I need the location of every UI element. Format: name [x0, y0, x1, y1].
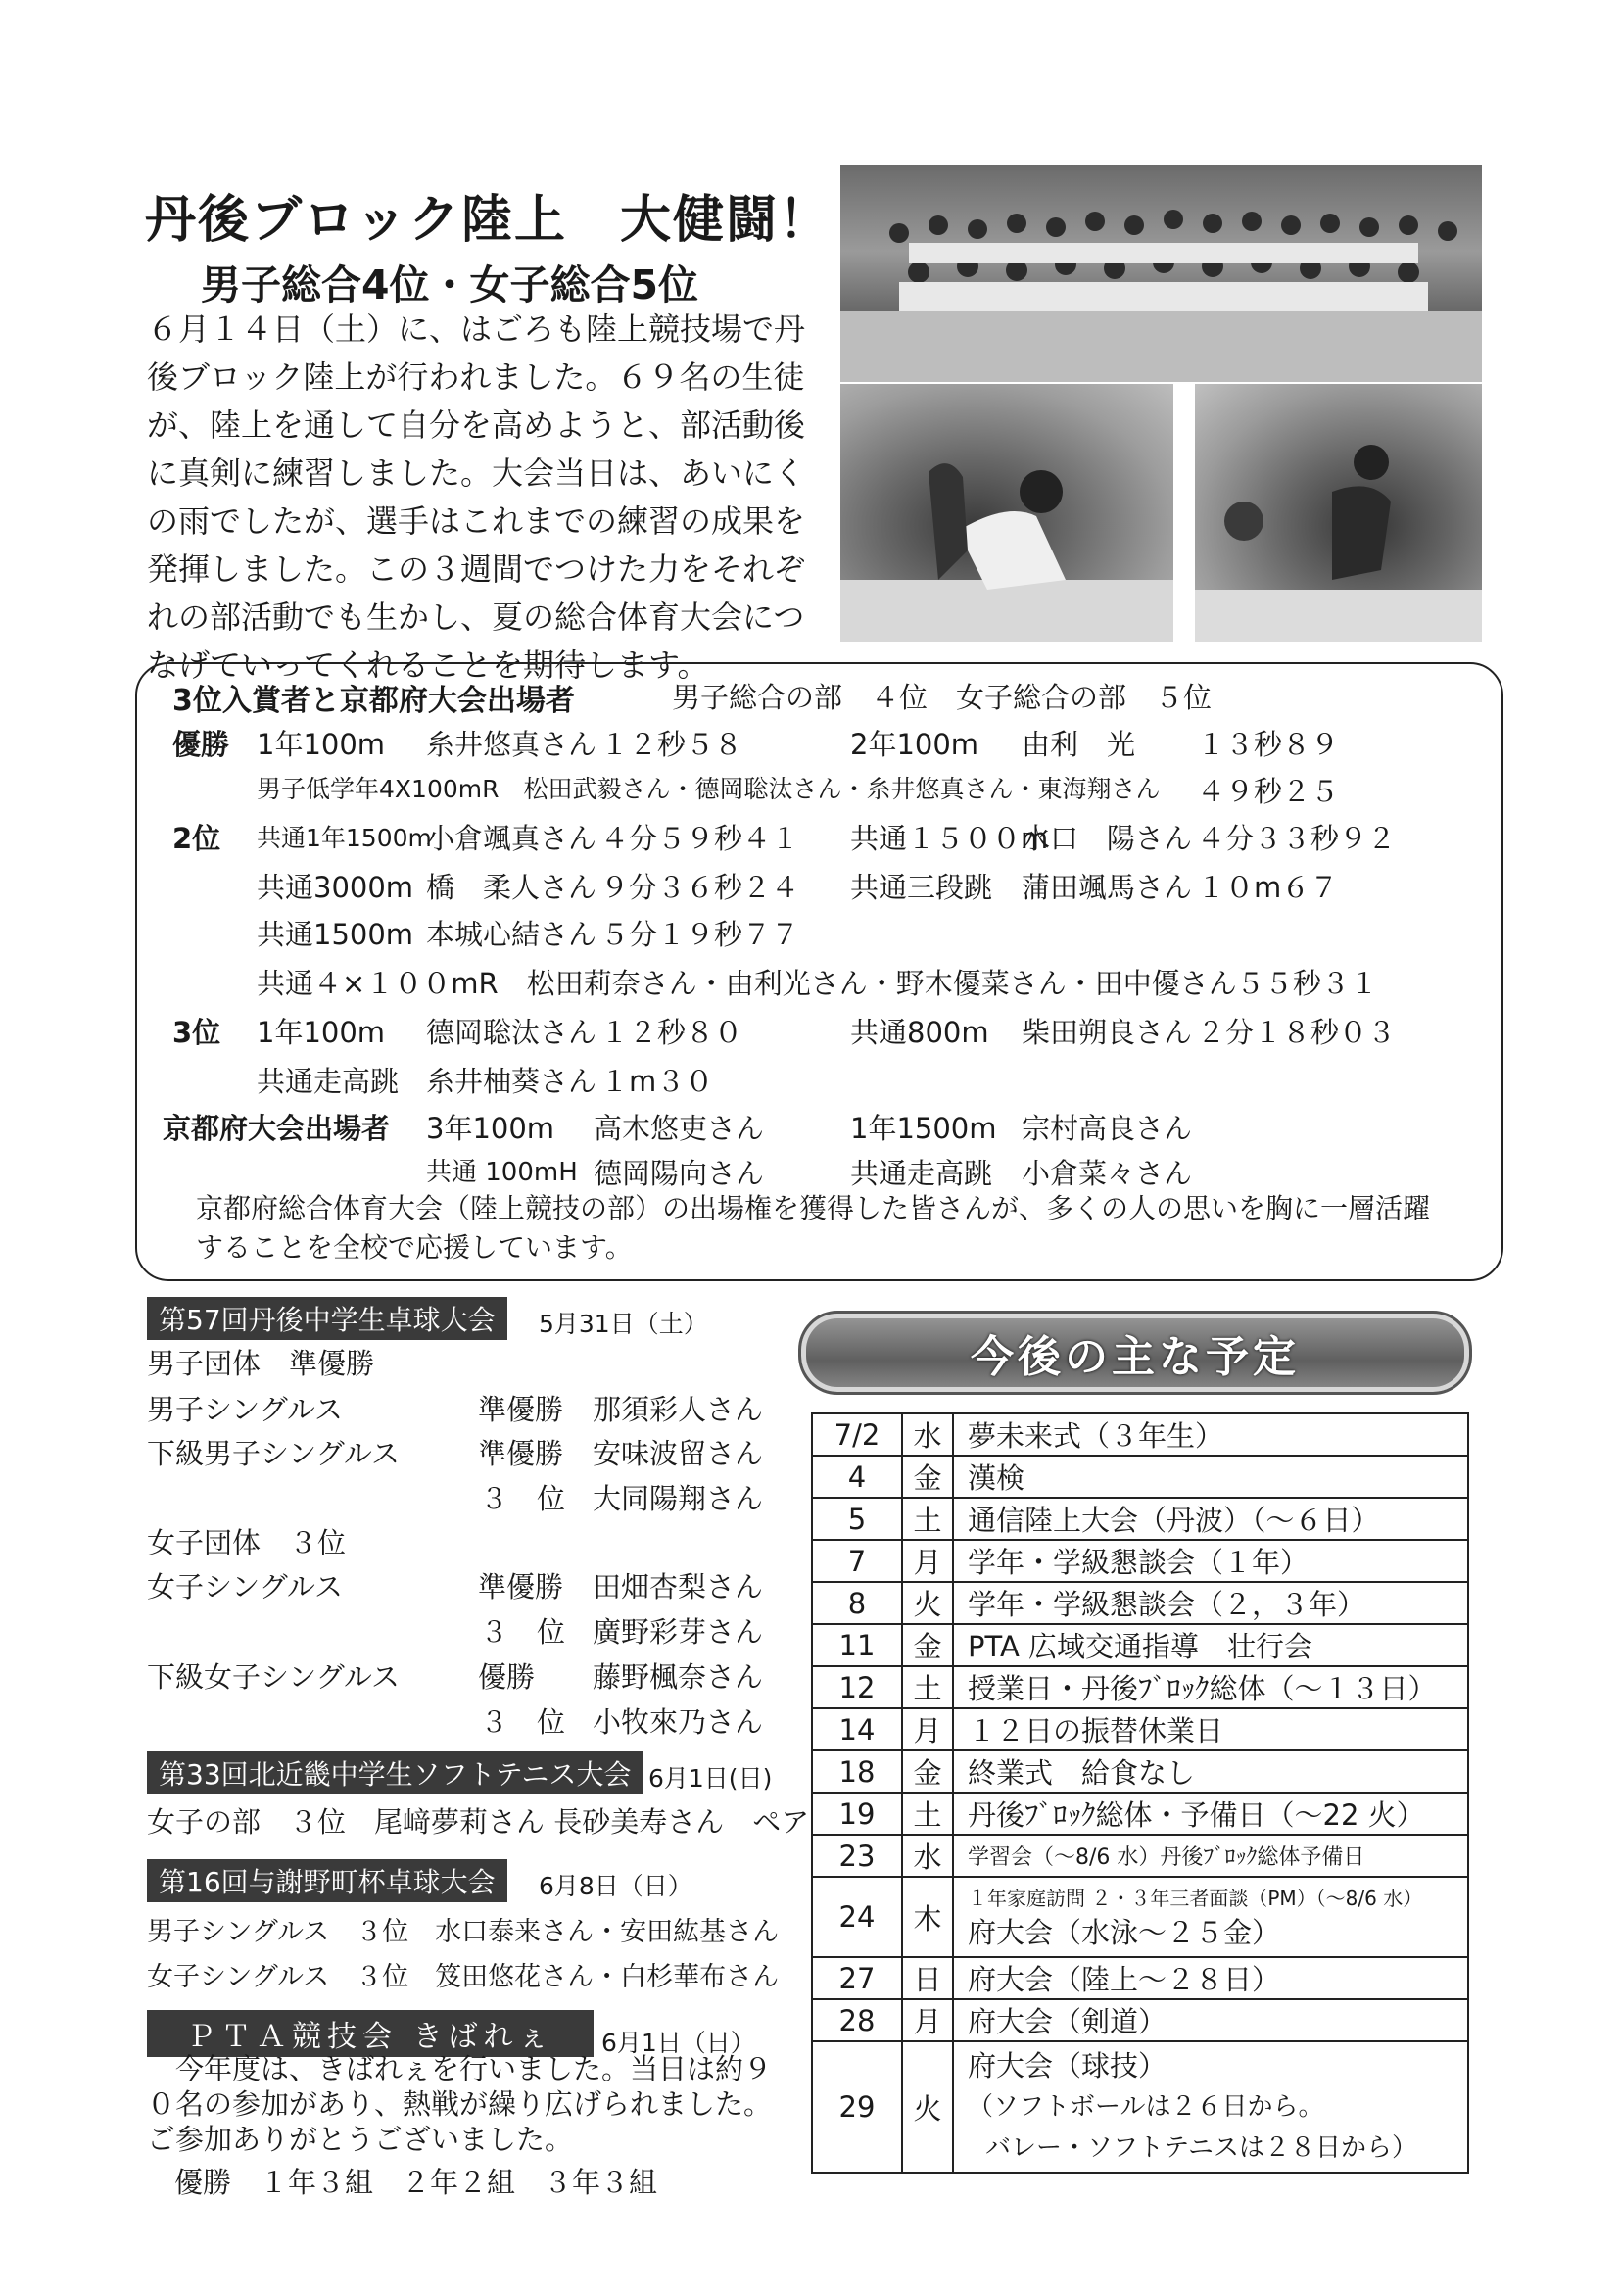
weekday: 月 — [902, 1540, 953, 1582]
weekday: 日 — [902, 1957, 953, 1999]
schedule-table — [811, 1412, 1469, 2174]
tt-line: 男子団体 準優勝 — [147, 1347, 375, 1380]
athlete: 水口 陽さん — [1022, 822, 1193, 855]
event: PTA 広域交通指導 壮行会 — [953, 1624, 1468, 1666]
event: 府大会（剣道） — [953, 1999, 1468, 2041]
weekday: 木 — [902, 1877, 953, 1957]
tt-rank: ３ 位 — [480, 1705, 566, 1739]
event — [953, 2041, 1468, 2173]
results-closing: 京都府総合体育大会（陸上競技の部）の出場権を獲得した皆さんが、多くの人の思いを胸に一層活躍することを全校で応援しています。 — [196, 1192, 1431, 1264]
date: 4 — [812, 1456, 902, 1498]
results-heading: 3位入賞者と京都府大会出場者 — [172, 684, 575, 718]
page-title: 丹後ブロック陸上 大健闘！ — [145, 191, 832, 250]
schedule-row — [812, 1666, 1468, 1708]
weekday: 火 — [902, 2041, 953, 2173]
event: 共通走高跳 — [850, 1157, 993, 1190]
date: 29 — [812, 2041, 902, 2173]
event-line: 府大会（球技） — [968, 2049, 1167, 2082]
date: 7/2 — [812, 1413, 902, 1456]
rank-label: 2位 — [172, 822, 221, 855]
schedule-row — [812, 1624, 1468, 1666]
athlete: 糸井柚葵さん — [426, 1065, 597, 1098]
table-tennis-date: 5月31日（土） — [539, 1310, 708, 1338]
tt-name: 廣野彩芽さん — [593, 1615, 764, 1649]
rank-label: 優勝 — [172, 728, 230, 761]
pta-label: ＰＴＡ競技会 きばれぇ — [147, 2010, 594, 2057]
tt-line: 女子シングルス — [147, 1570, 343, 1603]
athlete: 德岡聡汰さん — [426, 1016, 597, 1049]
record: １３秒８９ — [1197, 728, 1340, 761]
record: ２分１８秒０３ — [1197, 1016, 1397, 1049]
weekday: 火 — [902, 1582, 953, 1624]
record: １m３０ — [600, 1065, 714, 1098]
schedule-row — [812, 1750, 1468, 1793]
relay-event: 共通４×１００mR 松田莉奈さん・由利光さん・野木優菜さん・田中優さん — [257, 967, 1237, 1000]
date: 24 — [812, 1877, 902, 1957]
yosano-label: 第16回与謝野町杯卓球大会 — [147, 1859, 507, 1902]
soft-tennis-label: 第33回北近畿中学生ソフトテニス大会 — [147, 1751, 643, 1794]
tt-rank: 準優勝 — [478, 1437, 564, 1470]
tt-line: 下級男子シングルス — [147, 1437, 400, 1470]
team-photo — [840, 165, 1482, 382]
schedule-row — [812, 1413, 1468, 1456]
athlete: 橋 柔人さん — [426, 871, 597, 904]
tt-rank: ３ 位 — [480, 1615, 566, 1649]
event: 授業日・丹後ﾌﾞﾛｯｸ総体（～１３日） — [953, 1666, 1468, 1708]
record: １２秒５８ — [600, 728, 743, 761]
weekday: 金 — [902, 1456, 953, 1498]
event: 共通三段跳 — [850, 871, 993, 904]
event: 共通１５００m — [850, 822, 1049, 855]
table-tennis-label: 第57回丹後中学生卓球大会 — [147, 1297, 507, 1340]
event: 夢未来式（３年生） — [953, 1413, 1468, 1456]
event: 2年100m — [850, 728, 979, 761]
event: １２日の振替休業日 — [953, 1708, 1468, 1750]
weekday: 月 — [902, 1999, 953, 2041]
date: 19 — [812, 1793, 902, 1835]
prefectural-label: 京都府大会出場者 — [163, 1112, 391, 1145]
yosano-result: 女子シングルス ３位 笈田悠花さん・白杉華布さん — [147, 1962, 780, 1992]
event-line: １年家庭訪問 ２・３年三者面談（PM）（～8/6 水） — [968, 1887, 1423, 1910]
record: ５分１９秒７７ — [600, 918, 800, 951]
tt-line: 女子団体 ３位 — [147, 1526, 347, 1559]
date: 23 — [812, 1835, 902, 1877]
weekday: 土 — [902, 1498, 953, 1540]
weekday: 金 — [902, 1624, 953, 1666]
event: 終業式 給食なし — [953, 1750, 1468, 1793]
event: 学習会（～8/6 水）丹後ﾌﾞﾛｯｸ総体予備日 — [953, 1835, 1468, 1877]
event-line: （ソフトボールは２６日から。 — [968, 2092, 1324, 2122]
event-line: バレー・ソフトテニスは２８日から） — [985, 2133, 1417, 2163]
record: ４分５９秒４１ — [600, 822, 800, 855]
schedule-row — [812, 1582, 1468, 1624]
record: ４９秒２５ — [1197, 775, 1340, 808]
tt-name: 小牧來乃さん — [593, 1705, 764, 1739]
rank-label: 3位 — [172, 1016, 221, 1049]
tt-name: 安味波留さん — [593, 1437, 764, 1470]
date: 28 — [812, 1999, 902, 2041]
record: １０m６７ — [1197, 871, 1339, 904]
date: 14 — [812, 1708, 902, 1750]
athlete: 由利 光 — [1022, 728, 1136, 761]
pta-text: 今年度は、きばれぇを行いました。当日は約９０名の参加があり、熱戦が繰り広げられました。ご参加ありがとうございました。 — [147, 2052, 773, 2156]
tt-rank: 準優勝 — [478, 1393, 564, 1426]
tt-rank: 優勝 — [478, 1660, 536, 1694]
yosano-result: 男子シングルス ３位 水口泰来さん・安田紘基さん — [147, 1917, 780, 1947]
pta-date: 6月1日（日） — [601, 2029, 755, 2057]
event: 通信陸上大会（丹波）（～６日） — [953, 1498, 1468, 1540]
date: 11 — [812, 1624, 902, 1666]
tt-name: 那須彩人さん — [593, 1393, 764, 1426]
athlete: 宗村高良さん — [1022, 1112, 1193, 1145]
event-line: 府大会（水泳～２５金） — [968, 1916, 1281, 1949]
weekday: 水 — [902, 1835, 953, 1877]
record: ４分３３秒９２ — [1197, 822, 1397, 855]
schedule-row — [812, 1877, 1468, 1957]
athlete: 高木悠吏さん — [594, 1112, 765, 1145]
date: 7 — [812, 1540, 902, 1582]
schedule-row — [812, 1835, 1468, 1877]
tt-line: 下級女子シングルス — [147, 1660, 400, 1694]
tt-name: 藤野楓奈さん — [593, 1660, 764, 1694]
date: 27 — [812, 1957, 902, 1999]
athlete: 糸井悠真さん — [426, 728, 597, 761]
event: 丹後ﾌﾞﾛｯｸ総体・予備日（～22 火） — [953, 1793, 1468, 1835]
event: 共通走高跳 — [257, 1065, 400, 1098]
tt-name: 田畑杏梨さん — [593, 1570, 764, 1603]
tt-line: 男子シングルス — [147, 1393, 343, 1426]
sprint-race-photo — [1195, 384, 1482, 642]
athlete: 本城心結さん — [426, 918, 597, 951]
date: 8 — [812, 1582, 902, 1624]
record: ９分３６秒２４ — [600, 871, 800, 904]
weekday: 月 — [902, 1708, 953, 1750]
event: 共通 100mH — [426, 1158, 578, 1187]
event: 1年100m — [257, 1016, 386, 1049]
sprint-start-photo — [840, 384, 1173, 642]
results-summary: 男子総合の部 ４位 女子総合の部 ５位 — [672, 681, 1213, 714]
athlete: 小倉颯真さん — [426, 822, 597, 855]
tt-rank: ３ 位 — [480, 1482, 566, 1515]
schedule-row — [812, 1708, 1468, 1750]
date: 18 — [812, 1750, 902, 1793]
athlete: 蒲田颯馬さん — [1022, 871, 1193, 904]
event: 共通800m — [850, 1016, 989, 1049]
schedule-row — [812, 1540, 1468, 1582]
date: 12 — [812, 1666, 902, 1708]
relay-event: 男子低学年4X100mR 松田武毅さん・德岡聡汰さん・糸井悠真さん・東海翔さん — [257, 775, 1161, 803]
weekday: 水 — [902, 1413, 953, 1456]
schedule-row — [812, 1793, 1468, 1835]
tt-rank: 準優勝 — [478, 1570, 564, 1603]
event: 共通1500m — [257, 918, 414, 951]
record: ５５秒３１ — [1236, 967, 1379, 1000]
event: 共通1年1500m — [257, 824, 432, 852]
athlete: 柴田朔良さん — [1022, 1016, 1193, 1049]
event: 府大会（陸上～２８日） — [953, 1957, 1468, 1999]
schedule-row — [812, 2041, 1468, 2173]
event: 3年100m — [426, 1112, 555, 1145]
event — [953, 1877, 1468, 1957]
athlete: 小倉菜々さん — [1022, 1157, 1193, 1190]
pta-result: 優勝 １年３組 ２年２組 ３年３組 — [174, 2166, 658, 2199]
event: 1年100m — [257, 728, 386, 761]
event: 学年・学級懇談会（１年） — [953, 1540, 1468, 1582]
page-subtitle: 男子総合4位・女子総合5位 — [201, 262, 699, 309]
schedule-row — [812, 1957, 1468, 1999]
athlete: 德岡陽向さん — [594, 1157, 765, 1190]
event: 共通3000m — [257, 871, 414, 904]
tt-name: 大同陽翔さん — [593, 1482, 764, 1515]
schedule-row — [812, 1456, 1468, 1498]
schedule-row — [812, 1498, 1468, 1540]
date: 5 — [812, 1498, 902, 1540]
weekday: 土 — [902, 1666, 953, 1708]
event: 1年1500m — [850, 1112, 997, 1145]
event: 学年・学級懇談会（２，３年） — [953, 1582, 1468, 1624]
record: １２秒８０ — [600, 1016, 743, 1049]
yosano-date: 6月8日（日） — [539, 1872, 692, 1900]
weekday: 土 — [902, 1793, 953, 1835]
intro-paragraph: ６月１４日（土）に、はごろも陸上競技場で丹後ブロック陸上が行われました。６９名の生徒が、陸上を通して自分を高めようと、部活動後に真剣に練習しました。大会当日は、あいにくの雨でしたが、選手はこれまでの練習の成果を発揮しました。この３週間でつけた力をそれぞれの部活動でも生かし、夏の総合体育大会につなげていってくれることを期待します。 — [147, 311, 806, 684]
weekday: 金 — [902, 1750, 953, 1793]
schedule-row — [812, 1999, 1468, 2041]
event: 漢検 — [953, 1456, 1468, 1498]
schedule-title: 今後の主な予定 — [798, 1311, 1472, 1395]
soft-tennis-result: 女子の部 ３位 尾﨑夢莉さん 長砂美寿さん ペア — [147, 1805, 810, 1839]
soft-tennis-date: 6月1日(日) — [648, 1764, 773, 1793]
